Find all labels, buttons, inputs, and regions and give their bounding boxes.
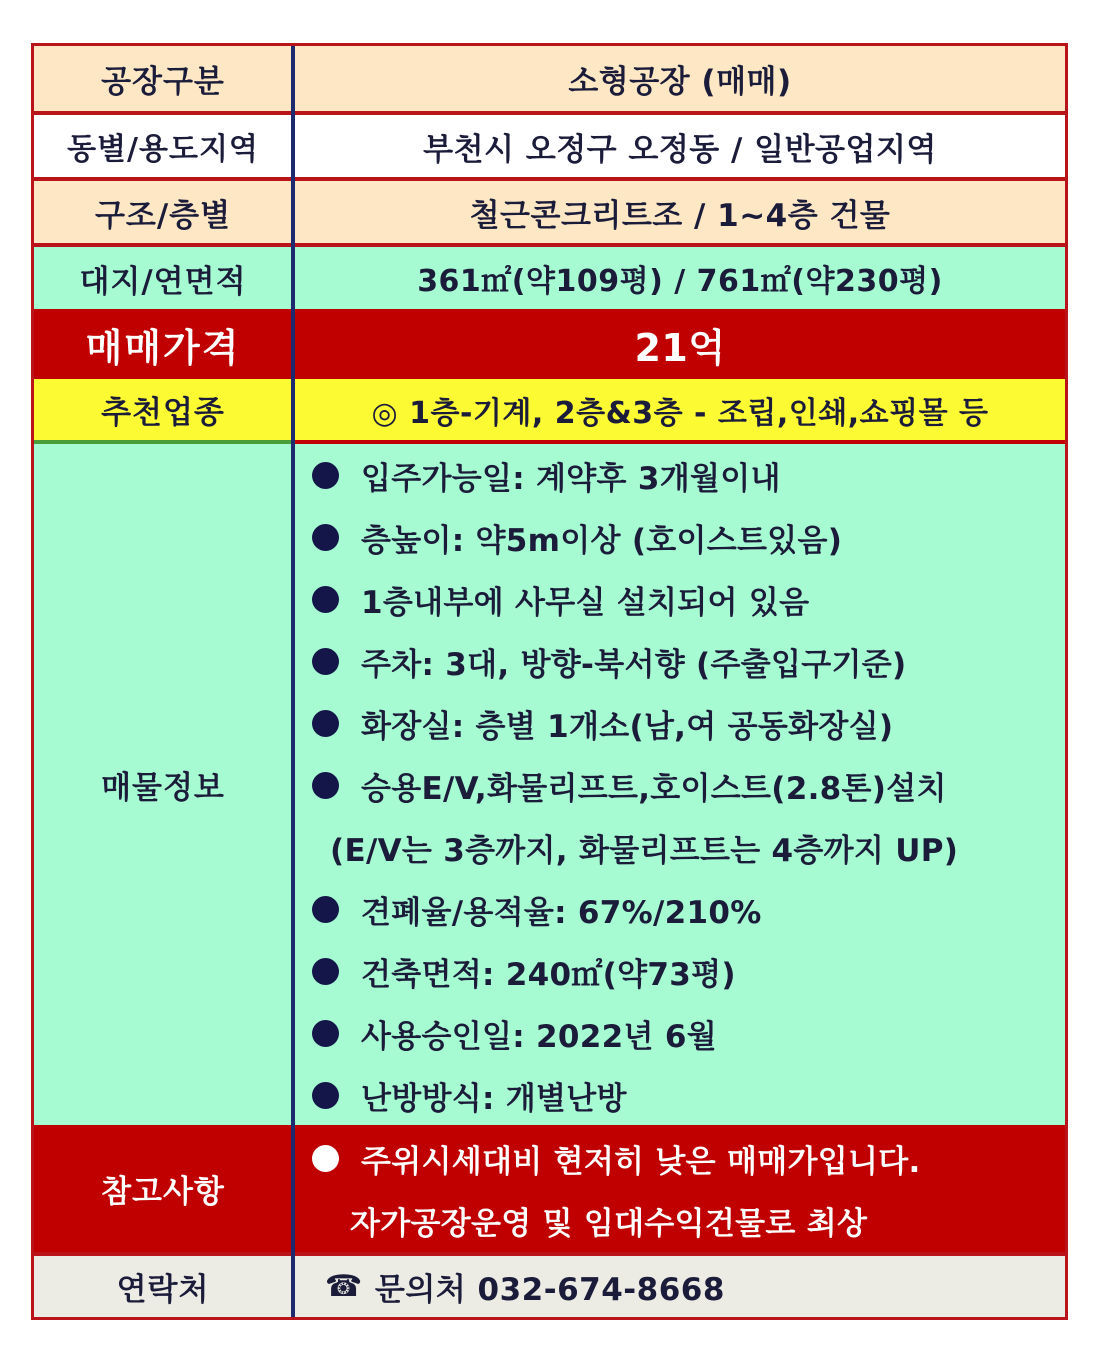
notes-item-continuation: 자가공장운영 및 임대수익건물로 최상 bbox=[350, 1205, 868, 1242]
info-item: 견폐율/용적율: 67%/210% bbox=[312, 878, 1055, 940]
info-item-continuation: (E/V는 3층까지, 화물리프트는 4층까지 UP) bbox=[330, 832, 959, 869]
value-price: 21억 bbox=[634, 325, 726, 370]
bullet-icon bbox=[312, 648, 339, 675]
label-property-info: 매물정보 bbox=[101, 770, 225, 806]
bullet-icon bbox=[312, 1145, 339, 1172]
value-structure: 철근콘크리트조 / 1~4층 건물 bbox=[469, 197, 891, 234]
row-divider bbox=[34, 111, 1065, 115]
label-location: 동별/용도지역 bbox=[67, 132, 259, 167]
bullet-icon bbox=[312, 524, 339, 551]
row-factory-type bbox=[34, 46, 1065, 111]
row-notes bbox=[34, 1125, 1065, 1252]
info-item: 사용승인일: 2022년 6월 bbox=[312, 1002, 1055, 1064]
row-area bbox=[34, 247, 1065, 309]
info-item: 1층내부에 사무실 설치되어 있음 bbox=[312, 568, 1055, 630]
contact-phone-number[interactable]: 문의처 032-674-8668 bbox=[374, 1272, 725, 1308]
value-location: 부천시 오정구 오정동 / 일반공업지역 bbox=[423, 131, 937, 168]
telephone-icon: ☎ bbox=[325, 1269, 363, 1304]
row-divider bbox=[34, 177, 1065, 181]
bullet-icon bbox=[312, 772, 339, 799]
row-structure bbox=[34, 181, 1065, 243]
bullet-icon bbox=[312, 1082, 339, 1109]
row-contact bbox=[34, 1256, 1065, 1317]
property-info-list bbox=[312, 444, 1055, 1126]
value-area: 361㎡(약109평) / 761㎡(약230평) bbox=[417, 264, 943, 299]
value-recommend: ◎ 1층-기계, 2층&3층 - 조립,인쇄,쇼핑몰 등 bbox=[295, 379, 1065, 444]
info-item: 승용E/V,화물리프트,호이스트(2.8톤)설치 bbox=[312, 754, 1055, 816]
info-item: 입주가능일: 계약후 3개월이내 bbox=[312, 444, 1055, 506]
info-item: 층높이: 약5m이상 (호이스트있음) bbox=[312, 506, 1055, 568]
label-structure: 구조/층별 bbox=[94, 197, 232, 234]
row-property-info bbox=[34, 444, 1065, 1125]
bullet-icon bbox=[312, 958, 339, 985]
label-notes: 참고사항 bbox=[101, 1174, 225, 1210]
bullet-icon bbox=[312, 462, 339, 489]
label-contact: 연락처 bbox=[116, 1272, 210, 1308]
bullet-icon bbox=[312, 710, 339, 737]
notes-list bbox=[312, 1127, 1055, 1251]
row-location bbox=[34, 115, 1065, 177]
label-factory-type: 공장구분 bbox=[101, 64, 225, 100]
info-item: 난방방식: 개별난방 bbox=[312, 1064, 1055, 1126]
bullet-icon bbox=[312, 896, 339, 923]
label-area: 대지/연면적 bbox=[79, 263, 247, 300]
label-price: 매매가격 bbox=[85, 325, 241, 370]
label-recommend: 추천업종 bbox=[34, 379, 292, 444]
bullet-icon bbox=[312, 586, 339, 613]
column-divider bbox=[291, 46, 295, 1317]
notes-item: 주위시세대비 현저히 낮은 매매가입니다. bbox=[312, 1127, 1055, 1189]
row-price bbox=[34, 309, 1065, 379]
row-divider bbox=[34, 243, 1065, 247]
row-recommend bbox=[34, 379, 1065, 444]
value-contact[interactable] bbox=[295, 1256, 1065, 1317]
info-item: 건축면적: 240㎡(약73평) bbox=[312, 940, 1055, 1002]
info-item: 화장실: 층별 1개소(남,여 공동화장실) bbox=[312, 692, 1055, 754]
info-item: 주차: 3대, 방향-북서향 (주출입구기준) bbox=[312, 630, 1055, 692]
property-listing-table bbox=[31, 43, 1068, 1320]
row-divider bbox=[34, 1252, 1065, 1256]
bullet-icon bbox=[312, 1020, 339, 1047]
value-factory-type: 소형공장 (매매) bbox=[568, 64, 792, 100]
